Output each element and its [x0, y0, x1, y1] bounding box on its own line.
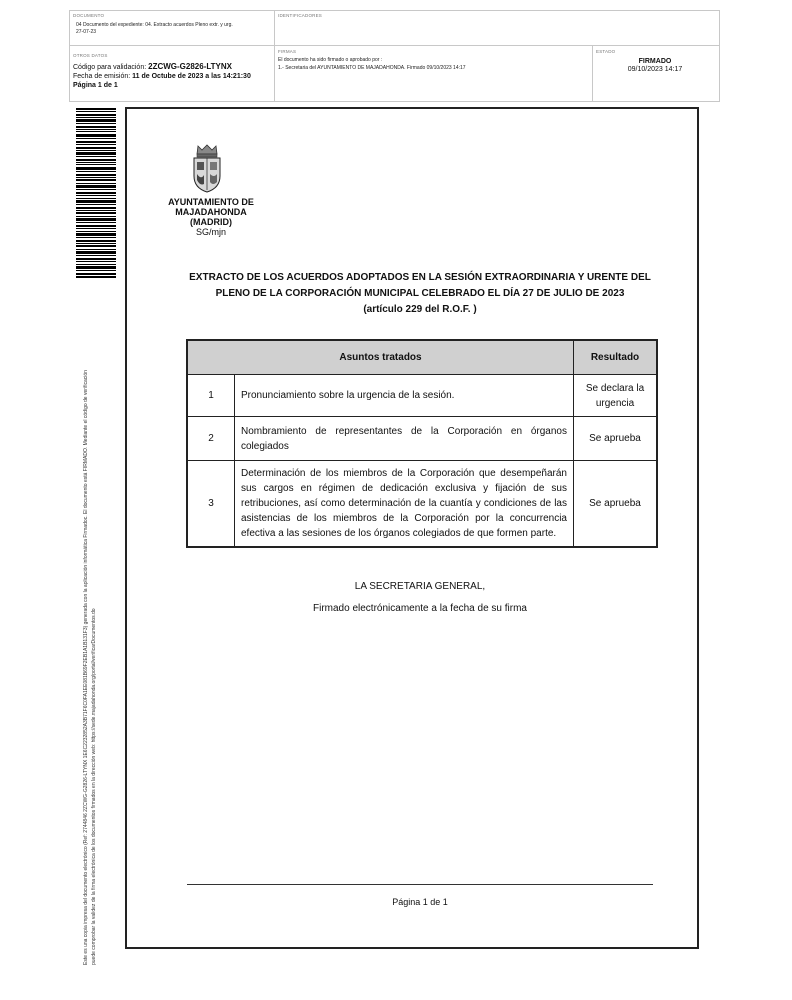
codigo-value: 2ZCWG-G2826-LTYNX: [148, 62, 232, 71]
firmas-text-1: El documento ha sido firmado o aprobado por :: [278, 57, 383, 63]
row-resultado: Se declara la urgencia: [574, 375, 658, 417]
header-pagina: Página 1 de 1: [73, 82, 118, 89]
documento-text: 04 Documento del expediente: 04. Extracto acuerdos Pleno extr. y urg. 27-07-23: [76, 22, 233, 35]
signature-role: LA SECRETARIA GENERAL,: [354, 581, 486, 592]
barcode-image: [76, 108, 116, 278]
row-asunto: Nombramiento de representantes de la Corporación en órganos colegiados: [235, 417, 574, 461]
identificadores-label: IDENTIFICADORES: [278, 13, 323, 18]
table-row: [187, 461, 657, 547]
coat-of-arms-icon: [190, 144, 224, 194]
codigo-validacion: [73, 62, 232, 72]
side-text-line-1: Este es una copia impresa del documento electrónico (Ref: 2744846 2ZCWG-G2826-LTYNX 1E6C2232852A3B71F6C0FA1EE081B69F2EB1A1B131F3) generada con la aplicación informática Firmadoc. El documento está FIRMADO. Mediante el código de verificación: [83, 370, 89, 965]
footer-rule: [187, 884, 653, 885]
row-number: 1: [187, 375, 235, 417]
footer-page-number: Página 1 de 1: [392, 897, 448, 907]
entity-name-line-3: (MADRID): [190, 217, 232, 227]
title-line-1: EXTRACTO DE LOS ACUERDOS ADOPTADOS EN LA SESIÓN EXTRAORDINARIA Y URENTE DEL: [189, 272, 651, 283]
entity-name-line-2: MAJADAHONDA: [175, 207, 247, 217]
entity-name-line-1: AYUNTAMIENTO DE: [168, 197, 254, 207]
codigo-label: Código para validación:: [73, 64, 147, 71]
fecha-label: Fecha de emisión:: [73, 73, 131, 80]
verification-side-text: [82, 370, 98, 965]
title-line-3: (artículo 229 del R.O.F. ): [363, 304, 477, 315]
estado-date: 09/10/2023 14:17: [627, 66, 683, 73]
row-number: 3: [187, 461, 235, 547]
signature-block: [200, 576, 640, 620]
row-number: 2: [187, 417, 235, 461]
table-row: [187, 375, 657, 417]
firmas-text-2: 1.- Secretaria del AYUNTAMIENTO DE MAJADAHONDA. Firmado 09/10/2023 14:17: [278, 65, 466, 71]
header-divider: [592, 45, 593, 102]
documento-label: DOCUMENTO: [73, 13, 105, 18]
estado-label: ESTADO: [596, 49, 616, 54]
table-row: [187, 417, 657, 461]
row-asunto: Pronunciamiento sobre la urgencia de la sesión.: [235, 375, 574, 417]
row-asunto: Determinación de los miembros de la Corporación que desempeñarán sus cargos en régimen de dedicación exclusiva y fijación de sus retribuciones, así como determinación de la cuantía y condiciones de las asistencias de los miembros de la Corporación por la concurrencia efectiva a las sesiones de los órganos colegiados de que formen parte.: [235, 461, 574, 547]
acuerdos-table: [186, 339, 658, 548]
row-resultado: Se aprueba: [574, 461, 658, 547]
otros-datos-label: OTROS DATOS: [73, 53, 108, 58]
document-title: [180, 270, 660, 318]
fecha-emision: [73, 72, 251, 81]
signature-note: Firmado electrónicamente a la fecha de su firma: [313, 603, 527, 614]
fecha-value: 11 de Octube de 2023 a las 14:21:30: [132, 73, 251, 80]
entity-reference: SG/mjn: [195, 227, 226, 237]
row-resultado: Se aprueba: [574, 417, 658, 461]
column-header-resultado: Resultado: [574, 340, 658, 375]
header-divider: [69, 45, 720, 46]
side-text-line-2: puede comprobar la validez de la firma electrónica de los documentos firmados en la dirección web: https://sede.majadahonda.org/portal/verificarDocumentos.do: [91, 608, 97, 965]
entity-name: [160, 197, 262, 237]
firmas-label: FIRMAS: [278, 49, 297, 54]
estado-value: FIRMADO: [638, 58, 672, 65]
header-divider: [274, 10, 275, 102]
column-header-asuntos: Asuntos tratados: [187, 340, 574, 375]
title-line-2: PLENO DE LA CORPORACIÓN MUNICIPAL CELEBRADO EL DÍA 27 DE JULIO DE 2023: [215, 288, 625, 299]
table-header-row: [187, 340, 657, 375]
